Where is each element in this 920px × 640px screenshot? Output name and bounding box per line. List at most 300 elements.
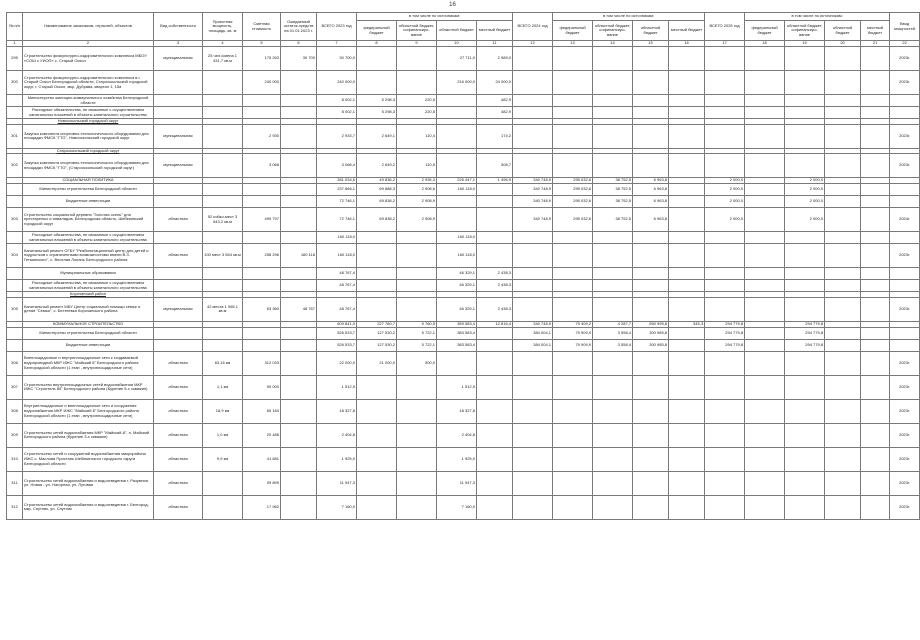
- table-cell: 8 002,1: [317, 95, 357, 107]
- row-name-cell: Строительство сетей водоснабжения МКР "Майский-8", п. Майский Белгородского района (бурение 3-х скважин): [23, 423, 154, 447]
- header-local-2025: местный бюджет: [861, 21, 890, 41]
- table-cell: [203, 95, 243, 107]
- table-cell: [553, 71, 593, 95]
- table-cell: 38 752,5: [593, 208, 633, 232]
- table-cell: [745, 232, 785, 244]
- table-cell: [243, 268, 281, 280]
- table-cell: 46 329,1: [437, 268, 477, 280]
- header-federal-2023: федеральный бюджет: [357, 21, 397, 41]
- table-row: [7, 327, 920, 339]
- table-cell: [861, 495, 890, 519]
- table-cell: [154, 196, 203, 208]
- table-cell: [397, 399, 437, 423]
- table-cell: 526 533,7: [317, 327, 357, 339]
- table-cell: 1 496,9: [477, 178, 513, 184]
- table-cell: [669, 327, 705, 339]
- table-cell: [553, 244, 593, 268]
- table-row: [7, 232, 920, 244]
- table-cell: областная: [154, 375, 203, 399]
- table-cell: [861, 71, 890, 95]
- table-cell: [825, 95, 861, 107]
- table-cell: [745, 297, 785, 321]
- table-cell: [745, 95, 785, 107]
- table-cell: 46 329,1: [437, 280, 477, 292]
- table-cell: 482,9: [477, 95, 513, 107]
- table-cell: 41 681: [243, 447, 281, 471]
- table-cell: [890, 232, 920, 244]
- table-cell: [243, 196, 281, 208]
- table-row: [7, 375, 920, 399]
- table-cell: 359 583,4: [437, 321, 477, 327]
- table-cell: 160 118: [281, 244, 317, 268]
- table-cell: муниципальная: [154, 297, 203, 321]
- table-cell: 609 841,0: [317, 321, 357, 327]
- table-cell: [861, 423, 890, 447]
- table-cell: [825, 184, 861, 196]
- table-cell: [705, 297, 745, 321]
- table-cell: [785, 268, 825, 280]
- table-cell: [593, 447, 633, 471]
- table-cell: [669, 471, 705, 495]
- table-cell: 4 287,7: [593, 321, 633, 327]
- table-cell: 160 118,0: [437, 244, 477, 268]
- table-cell: 383 583,4: [437, 327, 477, 339]
- table-cell: 294 779,8: [705, 327, 745, 339]
- table-cell: [243, 107, 281, 119]
- table-cell: 9,9 км: [203, 447, 243, 471]
- column-number: 11: [477, 41, 513, 47]
- row-name-cell: Корочанский район: [23, 292, 154, 298]
- row-name-cell: Старооскольский городской округ: [23, 148, 154, 154]
- table-cell: [477, 244, 513, 268]
- table-cell: 3 558,4: [593, 339, 633, 351]
- table-cell: [669, 447, 705, 471]
- table-cell: [397, 71, 437, 95]
- table-cell: [825, 107, 861, 119]
- table-cell: 22 000,0: [317, 351, 357, 375]
- table-cell: [553, 351, 593, 375]
- table-cell: [633, 71, 669, 95]
- table-cell: 295 032,6: [553, 208, 593, 232]
- table-cell: 2023г.: [890, 244, 920, 268]
- table-cell: 900,0: [397, 351, 437, 375]
- table-cell: [397, 232, 437, 244]
- table-cell: 24 000,0: [477, 71, 513, 95]
- table-cell: [745, 107, 785, 119]
- table-row: [7, 107, 920, 119]
- table-cell: 5 298,3: [357, 107, 397, 119]
- table-cell: 294 779,8: [705, 321, 745, 327]
- row-name-cell: Внеплощадочные и внутриплощадочные сети к создаваемой водопроводной МКР ИЖС "Майский 8" Белгородского района Белгородской области (1 этап - внутриплощадочные сети): [23, 351, 154, 375]
- table-cell: [281, 95, 317, 107]
- table-cell: [154, 232, 203, 244]
- table-cell: 1 512,5: [317, 375, 357, 399]
- table-cell: [669, 208, 705, 232]
- column-number: 10: [437, 41, 477, 47]
- table-cell: [593, 423, 633, 447]
- table-cell: 2 438,3: [477, 280, 513, 292]
- table-cell: [7, 327, 23, 339]
- row-name-cell: Министерство строительства Белгородской области: [23, 184, 154, 196]
- table-cell: 294 779,8: [785, 321, 825, 327]
- table-cell: [890, 327, 920, 339]
- table-cell: [745, 71, 785, 95]
- table-cell: 127 530,2: [357, 327, 397, 339]
- table-cell: [633, 244, 669, 268]
- table-cell: 2 000,0: [785, 196, 825, 208]
- table-cell: [281, 107, 317, 119]
- header-sources-2024: в том числе по источникам:: [553, 13, 705, 21]
- table-cell: [633, 280, 669, 292]
- table-cell: [669, 280, 705, 292]
- table-cell: [669, 244, 705, 268]
- column-number: 9: [397, 41, 437, 47]
- table-cell: [397, 47, 437, 71]
- table-cell: [203, 184, 243, 196]
- page-number: 16: [449, 2, 456, 8]
- column-number: 12: [513, 41, 553, 47]
- table-cell: 304: [7, 244, 23, 268]
- table-cell: [553, 399, 593, 423]
- table-cell: [745, 154, 785, 178]
- table-cell: [633, 375, 669, 399]
- table-cell: 2023г.: [890, 351, 920, 375]
- table-cell: 340 748,9: [513, 196, 553, 208]
- table-cell: [705, 351, 745, 375]
- table-cell: [553, 423, 593, 447]
- table-cell: [553, 297, 593, 321]
- table-cell: [437, 351, 477, 375]
- table-cell: 3 068: [243, 154, 281, 178]
- table-cell: [825, 232, 861, 244]
- table-cell: [861, 351, 890, 375]
- table-cell: 65 184: [243, 399, 281, 423]
- table-cell: [825, 297, 861, 321]
- table-row: [7, 280, 920, 292]
- table-cell: [281, 375, 317, 399]
- table-cell: [7, 107, 23, 119]
- table-cell: [357, 297, 397, 321]
- table-cell: 6 963,8: [633, 196, 669, 208]
- table-cell: [477, 447, 513, 471]
- table-cell: [203, 495, 243, 519]
- column-number: 18: [745, 41, 785, 47]
- header-capacity: Проектная мощность, площадь, кв. м: [203, 13, 243, 41]
- table-cell: 90 000: [243, 375, 281, 399]
- header-local-2024: местный бюджет: [669, 21, 705, 41]
- table-cell: областная: [154, 351, 203, 375]
- table-cell: [281, 71, 317, 95]
- table-cell: 2 438,3: [477, 297, 513, 321]
- table-cell: 48 767: [281, 297, 317, 321]
- table-cell: [477, 423, 513, 447]
- table-cell: [861, 47, 890, 71]
- table-cell: 6 963,8: [633, 178, 669, 184]
- table-cell: [669, 375, 705, 399]
- table-cell: [745, 471, 785, 495]
- table-cell: 220,5: [397, 107, 437, 119]
- table-cell: 39 899: [243, 471, 281, 495]
- column-number: 8: [357, 41, 397, 47]
- table-cell: [357, 399, 397, 423]
- table-cell: [890, 95, 920, 107]
- column-number: 13: [553, 41, 593, 47]
- table-cell: 79 909,9: [553, 339, 593, 351]
- table-cell: [861, 447, 890, 471]
- table-cell: [669, 71, 705, 95]
- table-cell: 383 583,4: [437, 339, 477, 351]
- table-cell: [513, 280, 553, 292]
- row-name-cell: Новооскольский городской округ: [23, 119, 154, 125]
- table-cell: 160 118,0: [317, 244, 357, 268]
- table-cell: [633, 351, 669, 375]
- column-number: 22: [890, 41, 920, 47]
- table-cell: 2023г.: [890, 495, 920, 519]
- table-cell: [705, 375, 745, 399]
- table-row: [7, 423, 920, 447]
- table-cell: [825, 208, 861, 232]
- table-cell: [745, 351, 785, 375]
- table-cell: [281, 232, 317, 244]
- table-cell: 48 767,4: [317, 268, 357, 280]
- table-cell: [203, 71, 243, 95]
- table-cell: 2 000,0: [705, 196, 745, 208]
- table-cell: [357, 495, 397, 519]
- table-cell: [154, 107, 203, 119]
- table-cell: [825, 268, 861, 280]
- table-cell: [593, 71, 633, 95]
- table-cell: областная: [154, 399, 203, 423]
- table-cell: [669, 399, 705, 423]
- table-cell: 2023г.: [890, 375, 920, 399]
- header-local-2023: местный бюджет: [477, 21, 513, 41]
- table-cell: [243, 327, 281, 339]
- header-total-2023: ВСЕГО 2023 год: [317, 13, 357, 41]
- table-cell: [745, 399, 785, 423]
- table-cell: 258 296: [243, 244, 281, 268]
- table-cell: [633, 495, 669, 519]
- table-cell: [357, 244, 397, 268]
- table-cell: [593, 471, 633, 495]
- table-cell: 311: [7, 471, 23, 495]
- table-cell: [705, 107, 745, 119]
- table-cell: областная: [154, 244, 203, 268]
- table-cell: 2 933,7: [317, 124, 357, 148]
- table-cell: областная: [154, 208, 203, 232]
- table-cell: 345,3: [669, 321, 705, 327]
- column-number: 15: [633, 41, 669, 47]
- table-cell: [825, 71, 861, 95]
- table-cell: 20 488: [243, 423, 281, 447]
- table-cell: 2 989,0: [477, 47, 513, 71]
- table-cell: 160 118,0: [437, 184, 477, 196]
- table-cell: 226 447,1: [437, 178, 477, 184]
- table-cell: [203, 327, 243, 339]
- table-cell: [477, 208, 513, 232]
- table-cell: [203, 280, 243, 292]
- table-cell: [243, 184, 281, 196]
- table-row: [7, 471, 920, 495]
- table-cell: [825, 244, 861, 268]
- table-cell: [669, 339, 705, 351]
- table-cell: 294 779,8: [785, 339, 825, 351]
- table-cell: [243, 339, 281, 351]
- table-cell: 63 360: [243, 297, 281, 321]
- row-name-cell: КОММУНАЛЬНОЕ СТРОИТЕЛЬСТВО: [23, 321, 154, 327]
- table-cell: [745, 244, 785, 268]
- table-cell: [861, 208, 890, 232]
- table-cell: [785, 232, 825, 244]
- table-cell: [633, 471, 669, 495]
- table-cell: [669, 184, 705, 196]
- table-cell: [705, 280, 745, 292]
- table-cell: [593, 297, 633, 321]
- table-row: [7, 124, 920, 148]
- table-cell: 340 748,9: [513, 178, 553, 184]
- table-cell: 160 118,0: [317, 232, 357, 244]
- table-cell: [357, 71, 397, 95]
- table-row: [7, 184, 920, 196]
- table-body: [7, 47, 920, 520]
- table-cell: [593, 232, 633, 244]
- table-cell: [281, 327, 317, 339]
- table-cell: 174,2: [477, 124, 513, 148]
- table-cell: [203, 232, 243, 244]
- row-name-cell: Строительство внутриплощадочных сетей водоснабжения МКР ИЖС "Строитель 85" Белгородского района (Бурение 5-х скважин): [23, 375, 154, 399]
- table-cell: [669, 47, 705, 71]
- table-cell: [203, 124, 243, 148]
- table-cell: 2 930: [243, 124, 281, 148]
- table-cell: 79 909,9: [553, 327, 593, 339]
- table-cell: [593, 107, 633, 119]
- table-cell: [513, 71, 553, 95]
- table-cell: [825, 399, 861, 423]
- table-cell: [633, 268, 669, 280]
- row-name-cell: Расходные обязательства, не связанные с осуществлением капитальных вложений в объекты капитального строительства: [23, 232, 154, 244]
- table-cell: [825, 196, 861, 208]
- table-cell: [785, 399, 825, 423]
- table-cell: [633, 399, 669, 423]
- table-cell: [281, 495, 317, 519]
- table-cell: [633, 447, 669, 471]
- table-cell: 38 752,5: [593, 196, 633, 208]
- table-cell: [243, 95, 281, 107]
- table-cell: [281, 280, 317, 292]
- table-cell: 2 649,1: [357, 124, 397, 148]
- table-cell: 1 925,0: [317, 447, 357, 471]
- table-cell: областная: [154, 423, 203, 447]
- table-cell: [669, 107, 705, 119]
- table-cell: 100 мест 3 564 кв.м: [203, 244, 243, 268]
- table-cell: 2 908,6: [397, 184, 437, 196]
- table-cell: 18 327,8: [437, 399, 477, 423]
- row-name-cell: Расходные обязательства, не связанные с осуществлением капитальных вложений в объекты капитального строительства: [23, 280, 154, 292]
- table-cell: [7, 196, 23, 208]
- table-cell: 2023г.: [890, 124, 920, 148]
- row-name-cell: Строительство физкультурно-оздоровительного комплекса МБОУ «СОШ с УИОП» с. Старый Оскол: [23, 47, 154, 71]
- budget-table: [6, 12, 920, 520]
- table-cell: 2023г.: [890, 71, 920, 95]
- table-cell: [437, 208, 477, 232]
- row-name-cell: Муниципальные образования: [23, 268, 154, 280]
- table-cell: [513, 399, 553, 423]
- table-cell: [745, 208, 785, 232]
- table-cell: [513, 107, 553, 119]
- table-cell: [357, 423, 397, 447]
- table-cell: [477, 184, 513, 196]
- table-cell: [553, 471, 593, 495]
- table-cell: 69 838,2: [357, 196, 397, 208]
- table-cell: [477, 495, 513, 519]
- table-cell: [553, 447, 593, 471]
- table-cell: [785, 297, 825, 321]
- column-number: 14: [593, 41, 633, 47]
- table-cell: [7, 268, 23, 280]
- table-cell: 18 327,8: [317, 399, 357, 423]
- table-cell: 12 616,4: [477, 321, 513, 327]
- table-cell: [477, 196, 513, 208]
- table-cell: [154, 339, 203, 351]
- table-cell: [281, 184, 317, 196]
- table-cell: [513, 244, 553, 268]
- table-cell: областная: [154, 495, 203, 519]
- table-cell: [281, 196, 317, 208]
- table-cell: [785, 244, 825, 268]
- header-federal-2024: федеральный бюджет: [553, 21, 593, 41]
- table-cell: [745, 339, 785, 351]
- table-cell: [513, 351, 553, 375]
- table-cell: 110,5: [397, 154, 437, 178]
- table-cell: [633, 423, 669, 447]
- table-cell: [669, 297, 705, 321]
- table-row: [7, 268, 920, 280]
- table-cell: [785, 95, 825, 107]
- table-cell: 48 767,4: [317, 297, 357, 321]
- table-cell: [705, 47, 745, 71]
- table-cell: [785, 71, 825, 95]
- table-cell: 2023г.: [890, 47, 920, 71]
- table-cell: 11 947,3: [437, 471, 477, 495]
- table-cell: 1 512,5: [437, 375, 477, 399]
- table-cell: [705, 471, 745, 495]
- table-cell: 300 985,8: [633, 339, 669, 351]
- table-cell: [593, 351, 633, 375]
- header-commissioning: Ввод мощностей: [890, 13, 920, 41]
- column-number: 1: [7, 41, 23, 47]
- table-cell: [825, 351, 861, 375]
- header-no: № п/п: [7, 13, 23, 41]
- row-name-cell: Расходные обязательства, не связанные с осуществлением капитальных вложений в объекты капитального строительства: [23, 107, 154, 119]
- table-cell: [553, 124, 593, 148]
- table-cell: 2023г.: [890, 399, 920, 423]
- table-cell: 11 947,3: [317, 471, 357, 495]
- table-cell: [669, 268, 705, 280]
- table-cell: [785, 495, 825, 519]
- table-cell: [825, 154, 861, 178]
- table-cell: областная: [154, 471, 203, 495]
- table-cell: [593, 95, 633, 107]
- table-cell: 240 000: [243, 71, 281, 95]
- column-number: 16: [669, 41, 705, 47]
- column-number: 20: [825, 41, 861, 47]
- table-cell: [745, 47, 785, 71]
- row-name-cell: Строительство физкультурно-оздоровительного комплекса в г. Старый Оскол Белгородской области, Старооскольский городской округ, г. Старый Оскол, мкр. Дубрава, квартал 1, 15а: [23, 71, 154, 95]
- table-row: [7, 297, 920, 321]
- table-cell: 27 711,0: [437, 47, 477, 71]
- table-cell: [669, 196, 705, 208]
- table-cell: 2 404,8: [437, 423, 477, 447]
- table-cell: [553, 154, 593, 178]
